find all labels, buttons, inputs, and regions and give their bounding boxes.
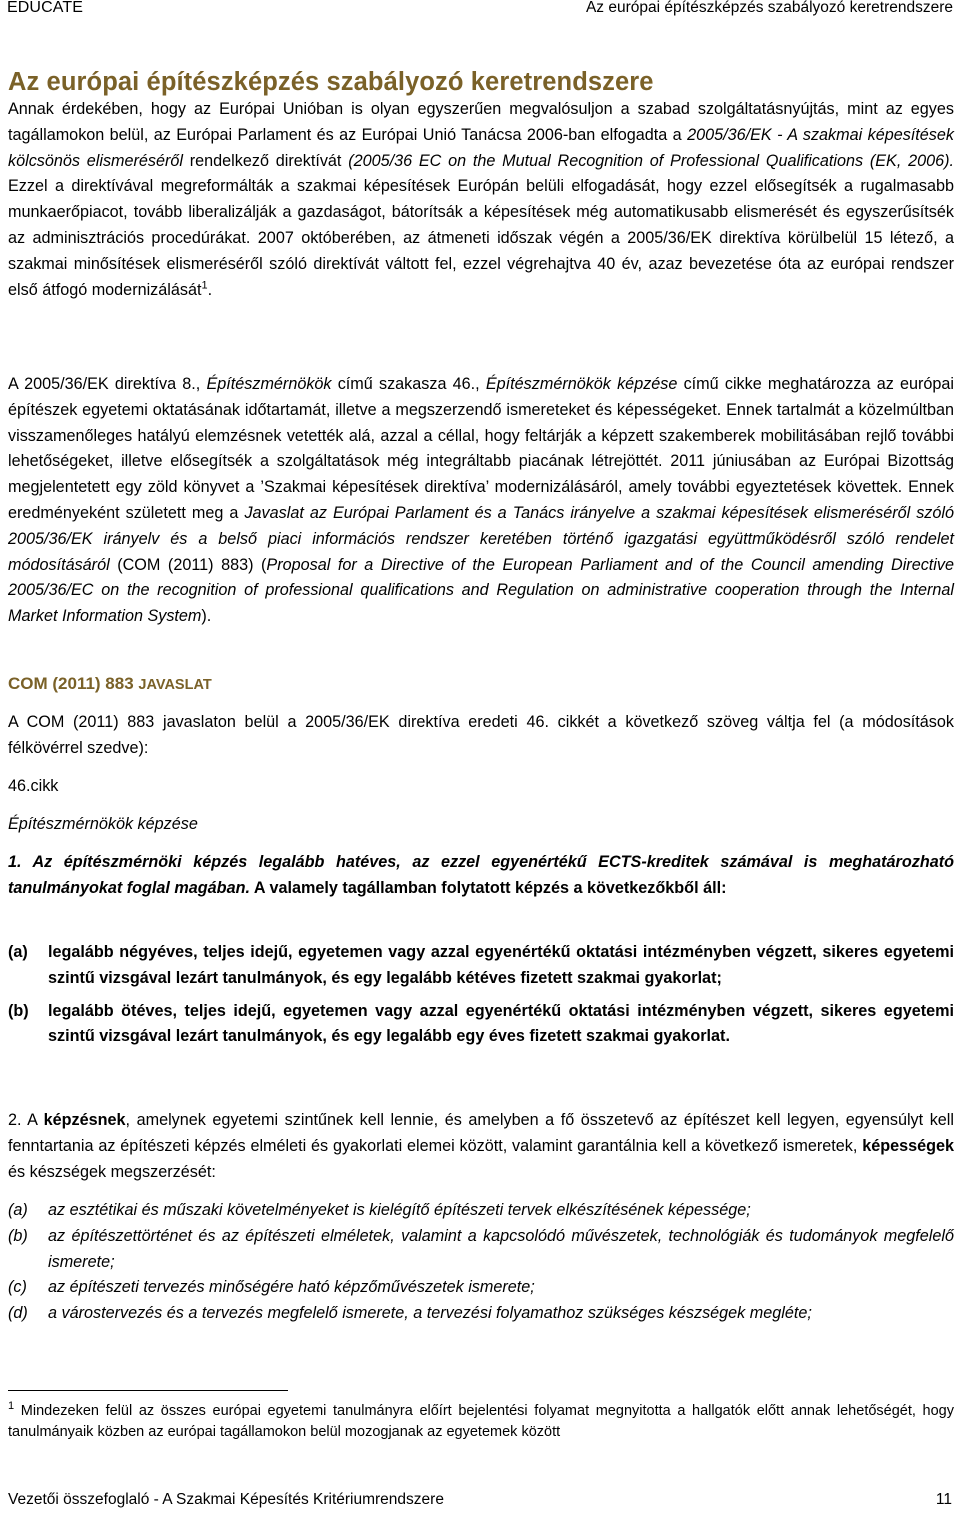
list-item bbox=[8, 940, 954, 992]
intro-italic-1: 2005/36/EK - A szakmai képesítések kölcsönös elismeréséről bbox=[8, 125, 954, 170]
list-item bbox=[8, 999, 954, 1051]
intro-paragraph bbox=[8, 97, 954, 303]
footnote bbox=[8, 1401, 954, 1443]
list-item-text: a várostervezés és a tervezés megfelelő ismerete, a tervezési folyamathoz szükséges készségek megléte; bbox=[48, 1304, 812, 1323]
para2-text-1: A 2005/36/EK direktíva 8., bbox=[8, 375, 207, 393]
knowledge-list bbox=[8, 1198, 954, 1327]
list-item-text: legalább négyéves, teljes idejű, egyetemen vagy azzal egyenértékű oktatási intézményben végzett, sikeres egyetemi szintű vizsgával lezárt tanulmányok, és egy legalább kétéves fizetett szakmai gyakorlat; bbox=[48, 943, 954, 987]
point-1-bold: A valamely tagállamban folytatott képzés a következőkből áll: bbox=[249, 878, 727, 897]
list-item-text: az építészettörténet és az építészeti elméletek, valamint a kapcsolódó művészetek, technológiák és tudományok megfelelő ismerete; bbox=[48, 1226, 954, 1271]
list-item bbox=[8, 1224, 954, 1276]
para2-text-2: című szakasza 46., bbox=[331, 375, 486, 393]
list-item-text: az építészeti tervezés minőségére ható képzőművészetek ismerete; bbox=[48, 1278, 535, 1297]
list-marker: (c) bbox=[8, 1278, 27, 1297]
list-item bbox=[8, 1275, 954, 1301]
list-marker: (b) bbox=[8, 1001, 29, 1020]
training-options-list bbox=[8, 940, 954, 1050]
point-2 bbox=[8, 1108, 954, 1185]
point-1 bbox=[8, 850, 954, 902]
intro-text-4: . bbox=[207, 280, 213, 299]
paragraph-directive-article bbox=[8, 372, 954, 630]
list-item bbox=[8, 1301, 954, 1327]
para2-text-4: (COM (2011) 883) ( bbox=[109, 555, 267, 574]
intro-text-3: Ezzel a direktívával megreformálták a szakmai képesítések Európán belüli elfogadását, hogy ezzel elősegítsék a rugalmasabb munkaerőpiacot, tovább liberalizálják a gazdaságot, bátorítsák a képesítések még automatikusabb elismerését és egyszerűsítsék az adminisztrációs procedúrákat. 2007 októberében, az átmeneti időszak végén a 2005/36/EK direktíva körülbelül 15 létező, a szakmai minősítések elismeréséről szóló direktívát váltott fel, ezzel végrehajtva 40 év, azaz bevezetése óta az európai rendszer első átfogó modernizálását bbox=[8, 177, 954, 299]
point-2-bold-2: képességek bbox=[862, 1136, 954, 1155]
paragraph-proposal-intro: A COM (2011) 883 javaslaton belül a 2005/36/EK direktíva eredeti 46. cikkét a következő szöveg váltja fel (a módosítások félkövérrel szedve): bbox=[8, 713, 954, 757]
page-header bbox=[0, 0, 960, 22]
footnote-number: 1 bbox=[8, 1400, 15, 1413]
intro-text-1: Annak érdekében, hogy az Európai Unióban is olyan egyszerűen megvalósuljon a szabad szolgáltatásnyújtás, mint az egyes tagállamokon belül, az Európai Parlament és az Európai Unió Tanácsa 2006-ban elfogadta a bbox=[8, 100, 954, 144]
list-marker: (a) bbox=[8, 1201, 28, 1219]
para2-text-3: című cikke meghatározza az európai építészek egyetemi oktatásának időtartamát, illetve a megszerzendő ismereteket és képességeket. Ennek tartalmát a közelmúltban visszamenőleges hatályú elemzésnek vetették alá, azzal a céllal, hogy feltárják a képzett szakemberek mobilitásában rejlő további lehetőségeket, illetve elősegítsék a szolgáltatások még integráltabb piacának létrejöttét. 2011 júniusában az Európai Bizottság megjelentetett egy zöld könyvet a ’Szakmai képesítések direktíva’ modernizálásáról, amely további egyeztetések követtek. Ennek eredményeként született meg a bbox=[8, 375, 954, 522]
header-left-label: EDUCATE bbox=[7, 0, 83, 16]
page-number: 11 bbox=[935, 1491, 952, 1508]
point-2-text-1: 2. A bbox=[8, 1111, 44, 1129]
list-item bbox=[8, 1198, 954, 1224]
list-item-text: az esztétikai és műszaki követelményeket is kielégítő építészeti tervek elkészítésének képessége; bbox=[48, 1201, 751, 1219]
point-2-bold-1: képzésnek bbox=[43, 1111, 126, 1129]
section-title-small: JAVASLAT bbox=[138, 677, 212, 693]
header-right-label: Az európai építészképzés szabályozó keretrendszere bbox=[585, 0, 953, 16]
intro-italic-2: (2005/36 EC on the Mutual Recognition of Professional Qualifications (EK, 2006). bbox=[348, 151, 954, 170]
point-2-text-2: , amelynek egyetemi szintűnek kell lennie, és amelyben a fő összetevő az építészet kell legyen, egyensúlyt kell fenntartania az építészeti képzés elméleti és gyakorlati elemei között, valamint garantálnia kell a következő ismeretek, bbox=[8, 1111, 954, 1155]
section-title bbox=[8, 674, 212, 694]
point-1-bold-italic: 1. Az építészmérnöki képzés legalább hatéves, az ezzel egyenértékű ECTS-kreditek számával is meghatározható tanulmányokat foglal magában. bbox=[8, 853, 954, 897]
section-title-main: COM (2011) 883 bbox=[8, 674, 139, 693]
footnote-separator bbox=[8, 1390, 288, 1391]
list-item-text: legalább ötéves, teljes idejű, egyetemen vagy azzal egyenértékű oktatási intézményben végzett, sikeres egyetemi szintű vizsgával lezárt tanulmányok, és egy legalább egy éves fizetett szakmai gyakorlat. bbox=[48, 1001, 954, 1046]
list-marker: (b) bbox=[8, 1226, 28, 1245]
footnote-text: Mindezeken felül az összes európai egyetemi tanulmányra előírt bejelentési folyamat megnyitotta a hallgatók előtt annak lehetőségét, hogy tanulmányaik közben az európai tagállamokon belül mozogjanak az egyetemek között bbox=[8, 1403, 954, 1440]
list-marker: (d) bbox=[8, 1304, 28, 1323]
point-2-text-3: és készségek megszerzését: bbox=[8, 1162, 216, 1181]
page-title: Az európai építészképzés szabályozó keretrendszere bbox=[8, 68, 654, 96]
article-number: 46.cikk bbox=[8, 777, 59, 795]
intro-text-2: rendelkező direktívát bbox=[183, 151, 349, 170]
article-title: Építészmérnökök képzése bbox=[8, 815, 198, 833]
para2-italic-2: Építészmérnökök képzése bbox=[485, 375, 678, 393]
para2-text-5: ). bbox=[201, 607, 212, 626]
footnote-reference[interactable]: 1 bbox=[201, 279, 208, 292]
list-marker: (a) bbox=[8, 943, 28, 961]
para2-italic-4: Proposal for a Directive of the European Parliament and of the Council amending Directive 2005/36/EC on the recognition of professional qualifications and Regulation on administrative cooperation through the Internal Market Information System bbox=[8, 555, 954, 626]
para2-italic-1: Építészmérnökök bbox=[206, 375, 332, 393]
footer-title: Vezetői összefoglaló - A Szakmai Képesítés Kritériumrendszere bbox=[8, 1491, 444, 1508]
para2-italic-3: Javaslat az Európai Parlament és a Tanács irányelve a szakmai képesítések elismeréséről szóló 2005/36/EK irányelv és a belső piaci információs rendszer keretében történő igazgatási együttműködésről szóló rendelet módosításáról bbox=[8, 503, 954, 574]
